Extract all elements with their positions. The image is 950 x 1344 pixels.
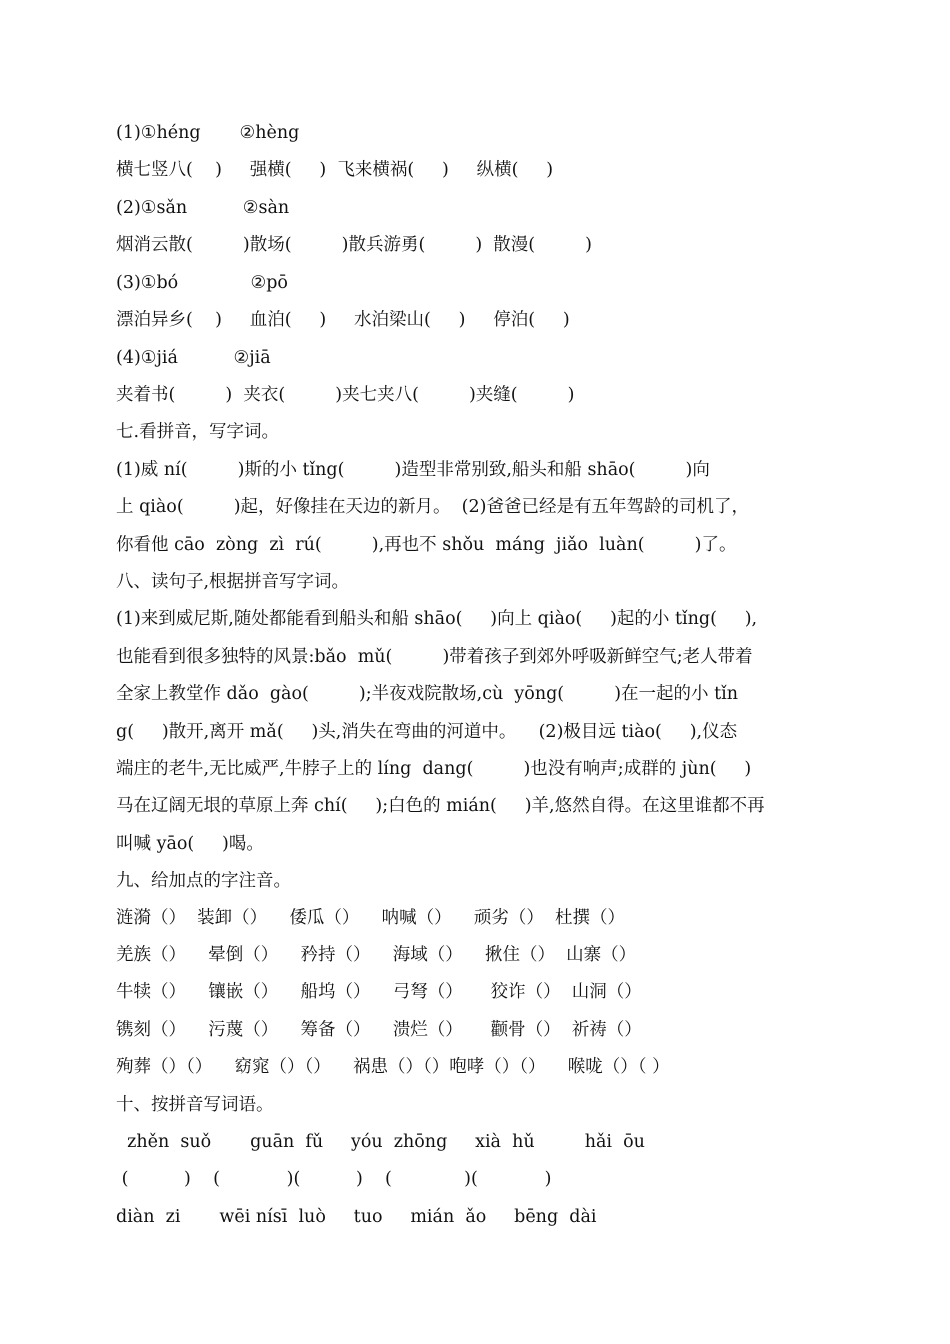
q6-3-pinyin-options: (3)①bó ②pō — [116, 273, 288, 293]
section10-pinyin-row-2: diàn zi wēi nísī luò tuo mián ǎo bēng dài — [116, 1207, 597, 1227]
section8-line-6: 马在辽阔无垠的草原上奔 chí( );白色的 mián( )羊,悠然自得。在这里谁都不再 — [116, 796, 765, 816]
section10-answer-blanks-row-1: ( ) ( )( ) ( )( ) — [116, 1169, 552, 1189]
q6-2-words: 烟消云散( )散场( )散兵游勇( ) 散漫( ) — [116, 235, 593, 255]
section8-line-2: 也能看到很多独特的风景:bǎo mǔ( )带着孩子到郊外呼吸新鲜空气;老人带着 — [116, 647, 753, 667]
section8-line-1: (1)来到威尼斯,随处都能看到船头和船 shāo( )向上 qiào( )起的小 tǐng( ), — [116, 609, 758, 629]
section8-line-5: 端庄的老牛,无比威严,牛脖子上的 líng dang( )也没有响声;成群的 jùn( ) — [116, 759, 752, 779]
section8-line-3: 全家上教堂作 dǎo gào( );半夜戏院散场,cù yōng( )在一起的小 tǐn — [116, 684, 738, 704]
q6-1-pinyin-options: (1)①héng ②hèng — [116, 123, 300, 143]
section9-heading: 九、给加点的字注音。 — [116, 871, 291, 891]
section7-line-1: (1)威 ní( )斯的小 tǐng( )造型非常别致,船头和船 shāo( )向 — [116, 460, 710, 480]
section7-heading: 七.看拼音，写字词。 — [116, 422, 280, 442]
section8-heading: 八、读句子,根据拼音写字词。 — [116, 572, 350, 592]
section10-heading: 十、按拼音写词语。 — [116, 1095, 274, 1115]
section9-row-4: 镌刻（） 污蔑（） 筹备（） 溃烂（） 颧骨（） 祈祷（） — [116, 1020, 642, 1040]
section8-line-4: g( )散开,离开 mǎ( )头,消失在弯曲的河道中。 (2)极目远 tiào( ),仪态 — [116, 722, 738, 742]
section9-row-1: 涟漪（） 装卸（） 倭瓜（） 呐喊（） 顽劣（） 杜撰（） — [116, 908, 626, 928]
q6-4-words: 夹着书( ) 夹衣( )夹七夹八( )夹缝( ) — [116, 385, 575, 405]
q6-2-pinyin-options: (2)①sǎn ②sàn — [116, 198, 290, 218]
section10-pinyin-row-1: zhěn suǒ guān fǔ yóu zhōng xià hǔ hǎi ōu — [116, 1132, 645, 1152]
section9-row-5: 殉葬（）（） 窈窕（）（） 祸患（）（）咆哮（）（） 喉咙（）（ ） — [116, 1057, 670, 1077]
section9-row-2: 羌族（） 晕倒（） 矜持（） 海域（） 揪住（） 山寨（） — [116, 945, 637, 965]
section8-line-7: 叫喊 yāo( )喝。 — [116, 834, 264, 854]
q6-4-pinyin-options: (4)①jiá ②jiā — [116, 348, 271, 368]
section9-row-3: 牛犊（） 镶嵌（） 船坞（） 弓弩（） 狡诈（） 山洞（） — [116, 982, 642, 1002]
q6-3-words: 漂泊异乡( ) 血泊( ) 水泊梁山( ) 停泊( ) — [116, 310, 570, 330]
section7-line-3: 你看他 cāo zòng zì rú( ),再也不 shǒu máng jiǎo luàn( )了。 — [116, 535, 737, 555]
section7-line-2: 上 qiào( )起，好像挂在天边的新月。 (2)爸爸已经是有五年驾龄的司机了， — [116, 497, 749, 517]
q6-1-words: 横七竖八( ) 强横( ) 飞来横祸( ) 纵横( ) — [116, 160, 554, 180]
